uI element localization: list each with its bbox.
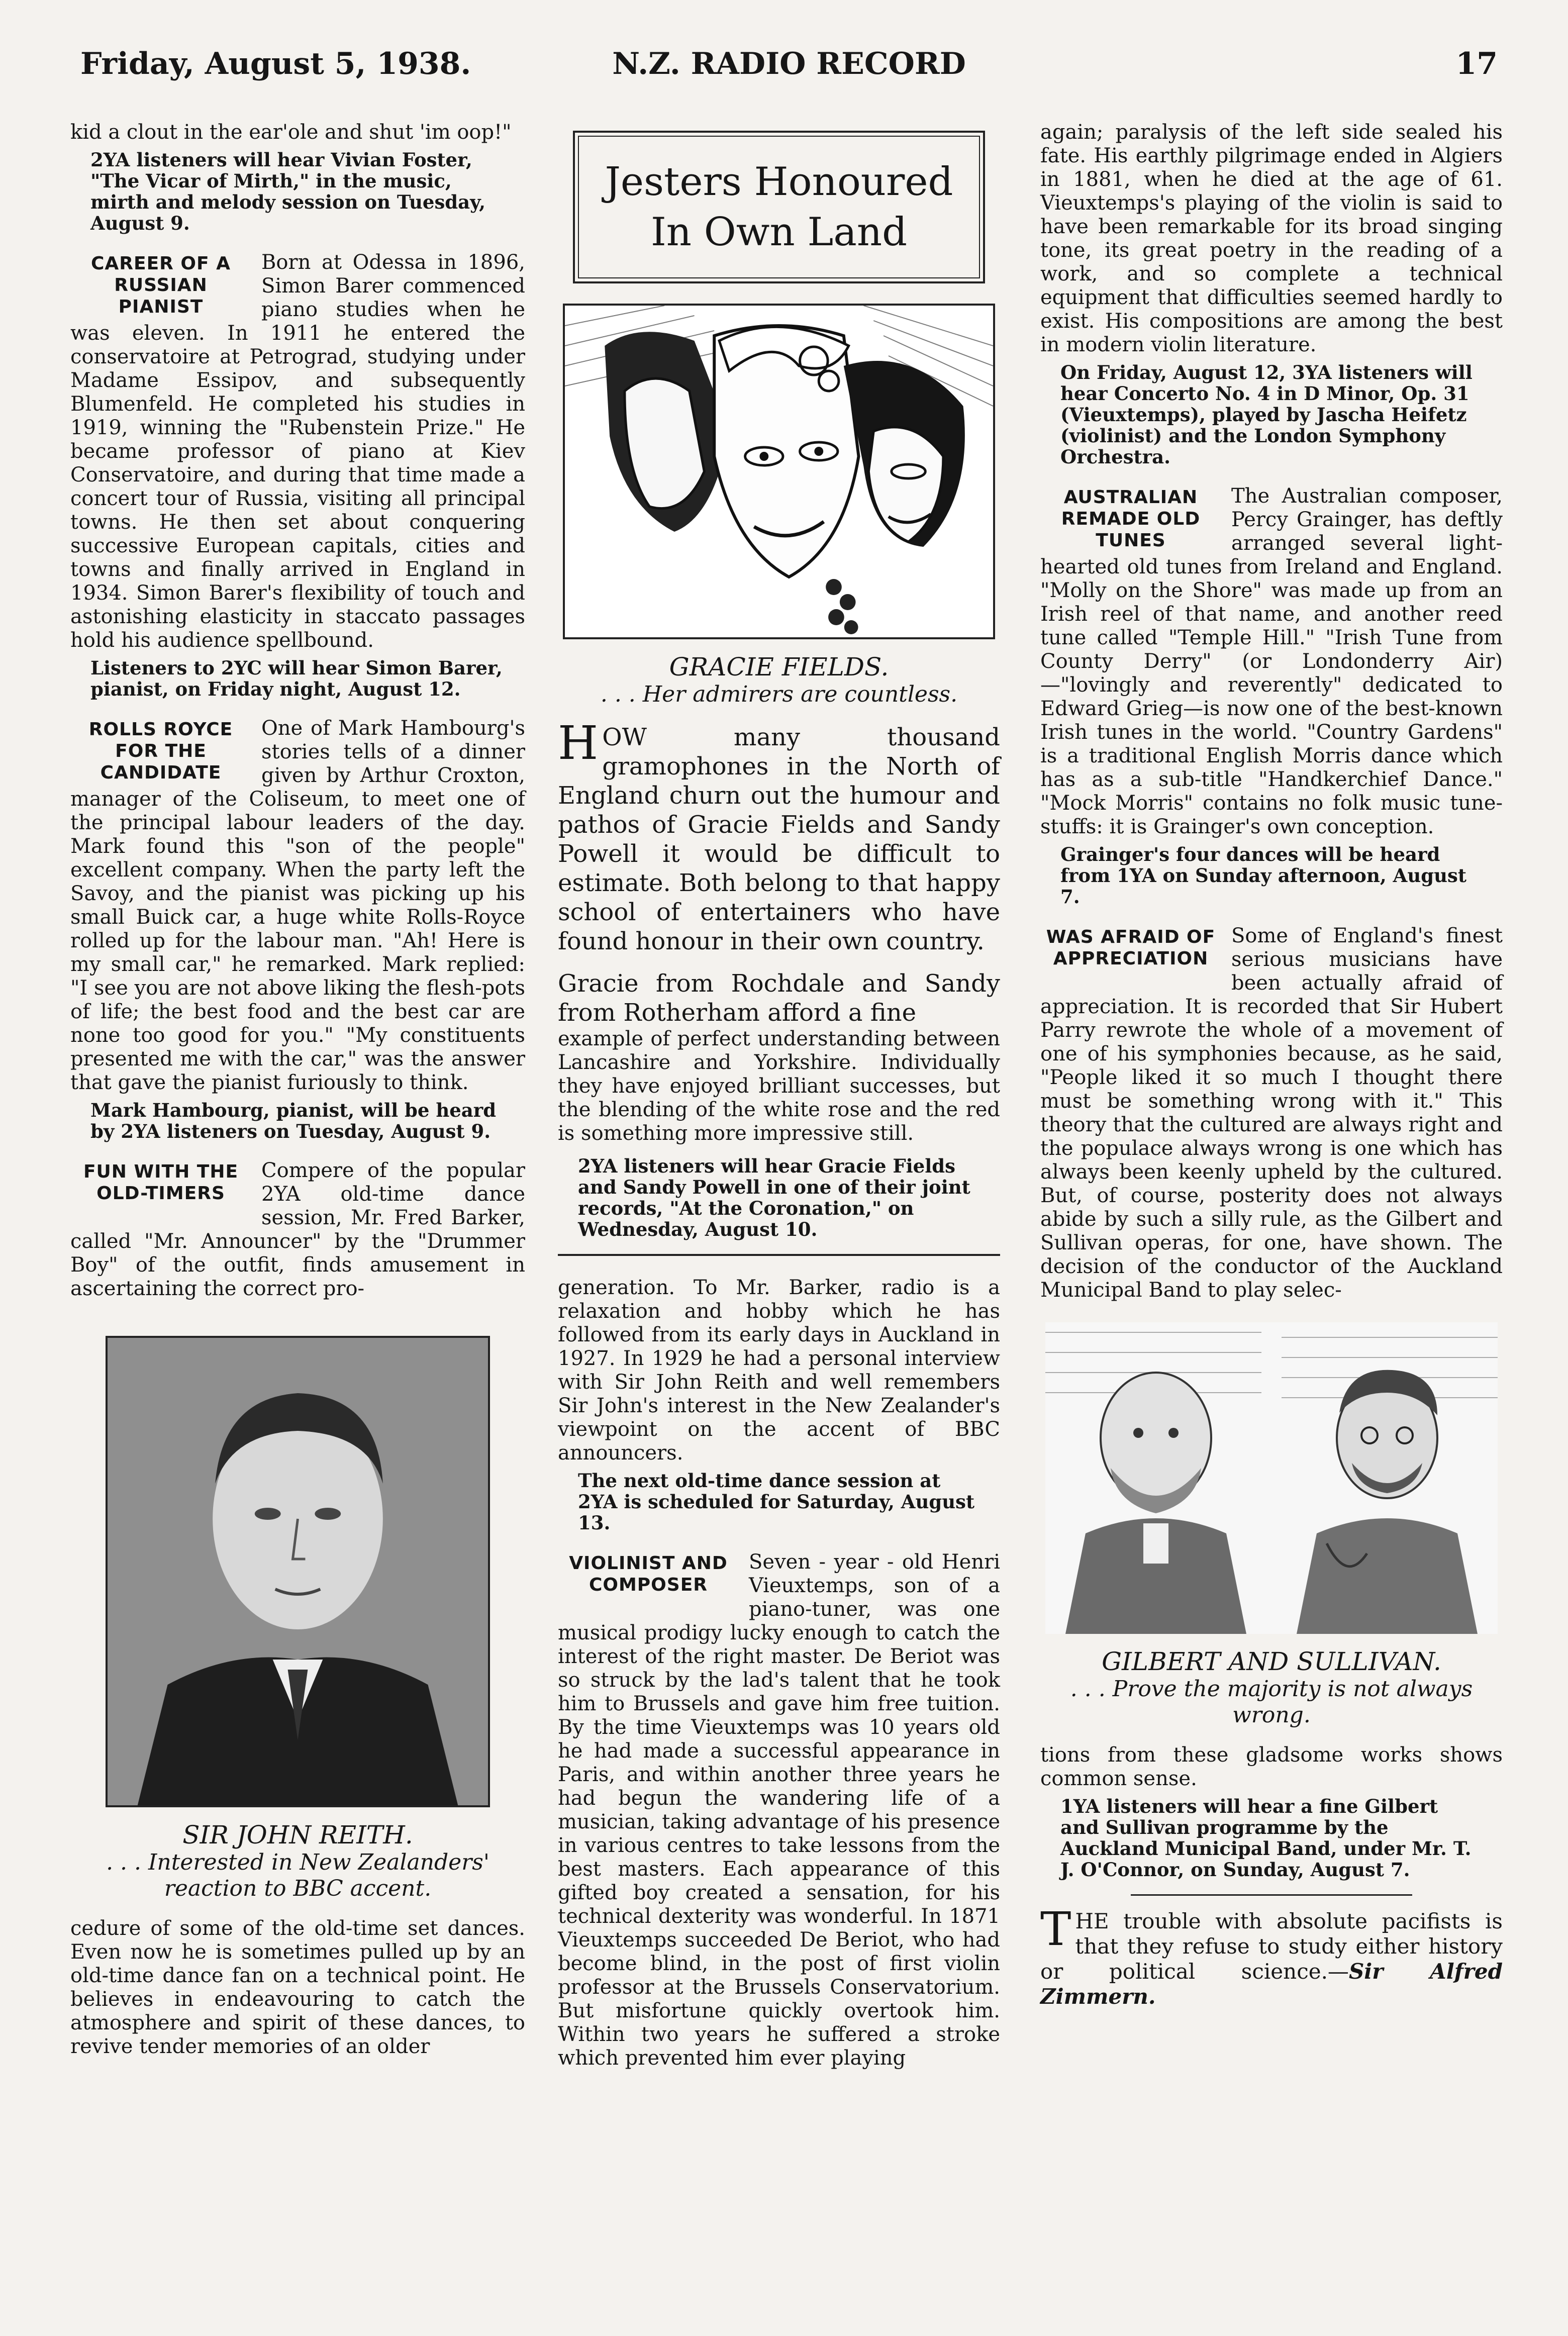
- issue-date: Friday, August 5, 1938.: [80, 46, 471, 81]
- article-continuation: again; paralysis of the left side sealed his fate. His earthly pilgrimage ended in Algiers in 1881, when he died at the age of 61. Vieuxtemps's playing of the violin is said to have been remarkable for its broad singing tone, its great poetry in the reading of a work, and so complete a technical equipment that difficulties seemed hardly to exist. His compositions are among the best in modern violin literature.: [1040, 121, 1503, 356]
- caption-subtitle: . . . Interested in New Zealanders' reaction to BBC accent.: [106, 1850, 489, 1901]
- caption-name: GILBERT AND SULLIVAN.: [1102, 1647, 1441, 1676]
- broadcast-note: Grainger's four dances will be heard from 1YA on Sunday afternoon, August 7.: [1060, 843, 1466, 908]
- caption-subtitle: . . . Her admirers are countless.: [600, 682, 958, 707]
- column-center: [558, 121, 1000, 2070]
- broadcast-note: The next old-time dance session at 2YA is scheduled for Saturday, August 13.: [578, 1470, 975, 1534]
- broadcast-note: 2YA listeners will hear Gracie Fields and Sandy Powell in one of their joint records, "At the Coronation," on Wednesday, August 10.: [578, 1155, 970, 1240]
- article-continuation: cedure of some of the old-time set dances. Even now he is sometimes pulled up by an old-time dance fan on a technical point. He believes in endeavouring to catch the atmosphere and spirit of these dances, to revive tender memories of an older: [70, 1917, 525, 2058]
- broadcast-note: 1YA listeners will hear a fine Gilbert and Sullivan programme by the Auckland Municipal Band, under Mr. T. J. O'Connor, on Sunday, August 7.: [1060, 1795, 1472, 1881]
- illustration-gracie-fields: [563, 304, 995, 639]
- broadcast-note: 2YA listeners will hear Vivian Foster, "The Vicar of Mirth," in the music, mirth and melody session on Tuesday, August 9.: [90, 149, 485, 234]
- quote-paragraph: [1040, 1902, 1503, 2009]
- article-fun-with-old-timers: [70, 1159, 525, 1301]
- article-body: The Australian composer, Percy Grainger, has deftly arranged several light-hearted old tunes from Ireland and England. "Molly on the Shore" was made up from an Irish reel of that name, and another reed tune called "Temple Hill." "Irish Tune from County Derry" (or Londonderry Air) —"lovingly and reverently" dedicated to Edward Grieg—is now one of the best-known Irish tunes in the world. "Country Gardens" is a traditional English Morris dance which has as a sub-title "Handkerchief Dance." "Mock Morris" contains no folk music tune-stuffs: it is Grainger's own conception.: [1040, 484, 1503, 838]
- column-left: [70, 121, 525, 2064]
- pacifists-quote: [1040, 1902, 1503, 2009]
- drop-cap: H: [558, 716, 599, 770]
- page-number: 17: [1455, 46, 1498, 81]
- page-header: [80, 46, 1498, 96]
- photo-sir-john-reith: [106, 1336, 490, 1807]
- article-rolls-royce: [70, 717, 525, 1095]
- section-heading: CAREER OF A RUSSIAN PIANIST: [90, 253, 231, 317]
- portrait-sketches: [1045, 1322, 1498, 1634]
- article-body: Compere of the popular 2YA old-time dance session, Mr. Fred Barker, called "Mr. Announcer" by the "Drummer Boy" of the outfit, finds amusement in ascertaining the correct pro-: [70, 1159, 525, 1300]
- illustration-caption: [558, 652, 1000, 708]
- section-heading: ROLLS ROYCE FOR THE CANDIDATE: [88, 719, 233, 783]
- quote-text: HE trouble with absolute pacifists is that they refuse to study either history or political science.—: [1040, 1909, 1503, 1984]
- caption-name: SIR JOHN REITH.: [182, 1820, 413, 1850]
- photo-caption: [70, 1820, 525, 1902]
- column-right: [1040, 121, 1503, 2014]
- article-violinist-and-composer: [558, 1550, 1000, 2070]
- drop-cap: T: [1040, 1902, 1071, 1956]
- article-body: One of Mark Hambourg's stories tells of a dinner given by Arthur Croxton, manager of the Coliseum, to meet one of the principal labour leaders of the day. Mark found this "son of the people" excellent company. When the party left the Savoy, and the pianist was picking up his small Buick car, a huge white Rolls-Royce rolled up for the labour man. "Ah! Here is my small car," he remarked. Mark replied: "I see you are not above liking the flesh-pots of life; the best food and the best car are none too good for you." "My constituents presented me with the car," was the answer that gave the pianist furiously to think.: [70, 717, 525, 1094]
- section-divider: [1131, 1894, 1412, 1896]
- lead-text: OW many thousand gramophones in the North of England churn out the humour and pathos of Gracie Fields and Sandy Powell it would be difficult to estimate. Both belong to that happy school of entertainers who have found honour in their own country.: [558, 723, 1000, 955]
- broadcast-note: On Friday, August 12, 3YA listeners will hear Concerto No. 4 in D Minor, Op. 31 (Vieuxtemps), played by Jascha Heifetz (violinist) and the London Symphony Orchestra.: [1060, 361, 1473, 468]
- article-continuation: generation. To Mr. Barker, radio is a relaxation and hobby which he has followed from its early days in Auckland in 1927. In 1929 he had a personal interview with Sir John Reith and well remembers Sir John's interest in the New Zealander's viewpoint on the accent of BBC announcers.: [558, 1276, 1000, 1465]
- article-career-of-russian-pianist: [70, 251, 525, 652]
- quote-author: Sir Alfred Zimmern.: [1040, 1959, 1503, 2009]
- second-paragraph-lead: Gracie from Rochdale and Sandy from Rotherham afford a fine: [558, 969, 1000, 1027]
- article-body: example of perfect understanding between Lancashire and Yorkshire. Individually they have enjoyed brilliant successes, but the blending of the white rose and the red is something more impressive still.: [558, 1027, 1000, 1145]
- publication-title: N.Z. RADIO RECORD: [612, 46, 966, 81]
- portrait-photo: [108, 1338, 488, 1805]
- section-heading: FUN WITH THE OLD-TIMERS: [83, 1161, 239, 1204]
- article-australian-remade-old-tunes: [1040, 484, 1503, 839]
- section-heading: VIOLINIST AND COMPOSER: [569, 1553, 728, 1595]
- section-divider: [558, 1254, 1000, 1256]
- section-heading: WAS AFRAID OF APPRECIATION: [1046, 927, 1216, 969]
- lead-paragraph: [558, 716, 1000, 956]
- article-body: Born at Odessa in 1896, Simon Barer commenced piano studies when he was eleven. In 1911 he entered the conservatoire at Petrograd, studying under Madame Essipov, and subsequently Blumenfeld. He completed his studies in 1919, winning the "Rubenstein Prize." He became professor of piano at Kiev Conservatoire, and during that time made a concert tour of Russia, visiting all principal towns. He then set about conquering successive European capitals, cities and towns and finally arrived in England in 1934. Simon Barer's flexibility of touch and astonishing elasticity in staccato passages hold his audience spellbound.: [70, 251, 525, 652]
- caption-subtitle: . . . Prove the majority is not always wrong.: [1070, 1676, 1473, 1728]
- article-body: Some of England's finest serious musicians have been actually afraid of appreciation. It is recorded that Sir Hubert Parry rewrote the whole of a movement of one of his symphonies because, as he said, "People liked it so much I thought there must be something wrong with it." This theory that the cultured are always right and the populace always wrong is one which has always been keenly upheld by the cultured. But, of course, posterity does not always abide by such a silly rule, as the Gilbert and Sullivan operas, for one, have shown. The decision of the conductor of the Auckland Municipal Band to play selec-: [1040, 924, 1503, 1302]
- section-heading: AUSTRALIAN REMADE OLD TUNES: [1061, 487, 1201, 551]
- broadcast-note: Listeners to 2YC will hear Simon Barer, pianist, on Friday night, August 12.: [90, 657, 503, 700]
- feature-title: Jesters Honoured In Own Land: [578, 136, 980, 278]
- article-was-afraid-of-appreciation: [1040, 924, 1503, 1302]
- broadcast-note: Mark Hambourg, pianist, will be heard by 2YA listeners on Tuesday, August 9.: [90, 1099, 497, 1142]
- article-body: Seven - year - old Henri Vieuxtemps, son of a piano-tuner, was one musical prodigy lucky enough to catch the interest of the right master. De Beriot was so struck by the lad's talent that he took him to Brussels and gave him free tuition. By the time Vieuxtemps was 10 years old he had made a successful appearance in Paris, and within another three years he had begun the wandering life of a musician, taking advantage of his presence in various centres to take lessons from the best masters. Each appearance of this gifted boy created a sensation, for his technical dexterity was wonderful. In 1871 Vieuxtemps succeeded De Beriot, who had become blind, in the post of first violin professor at the Brussels Conservatorium. But misfortune quickly overtook him. Within two years he suffered a stroke which prevented him ever playing: [558, 1550, 1000, 2070]
- feature-title-box: [573, 131, 985, 283]
- intro-text: kid a clout in the ear'ole and shut 'im oop!": [70, 121, 512, 144]
- article-continuation: tions from these gladsome works shows common sense.: [1040, 1743, 1503, 1790]
- illustration-gilbert-and-sullivan: [1045, 1322, 1498, 1634]
- illustration-caption: [1040, 1647, 1503, 1728]
- caricature-drawing: [565, 306, 993, 637]
- caption-name: GRACIE FIELDS.: [669, 652, 889, 682]
